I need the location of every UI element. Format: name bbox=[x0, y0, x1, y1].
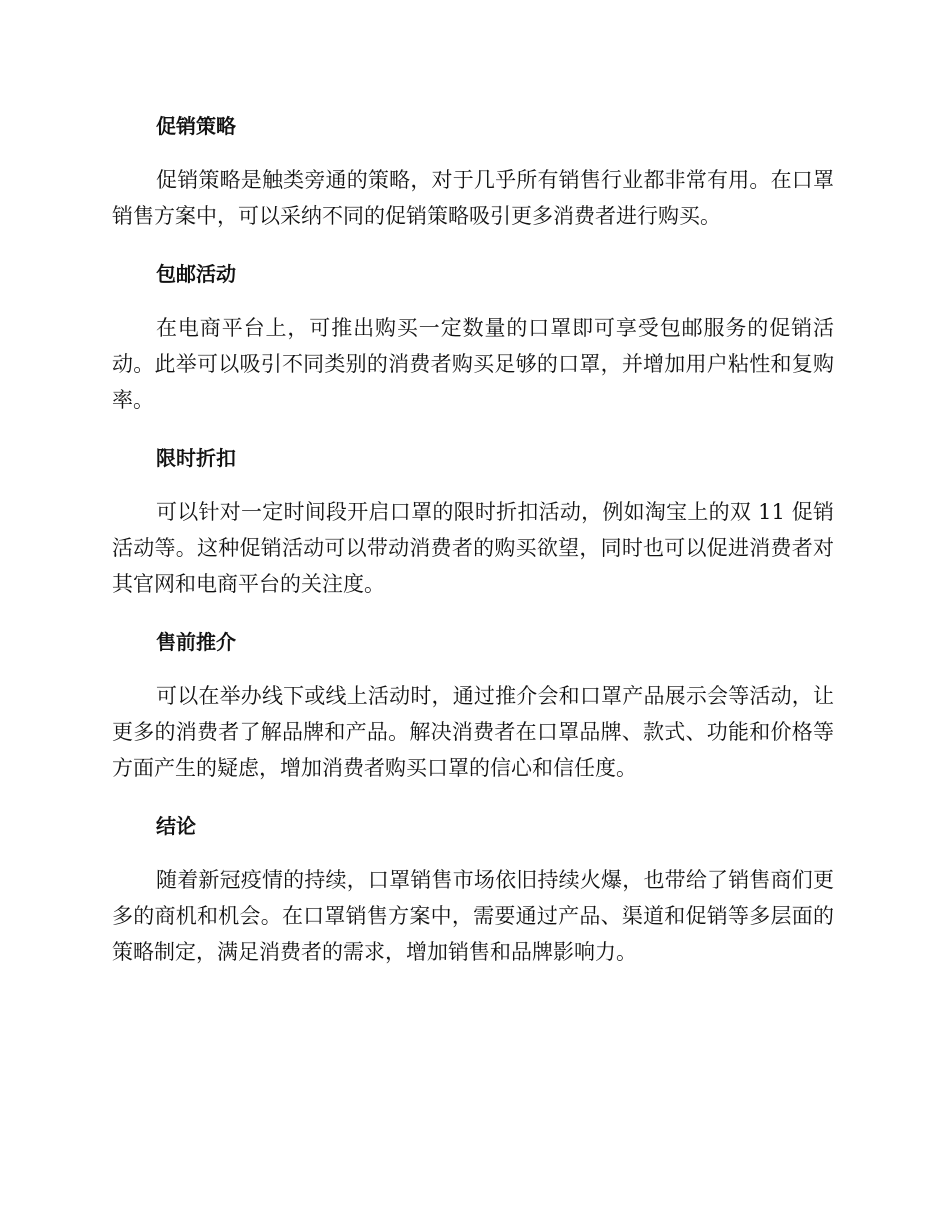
section-paragraph: 可以针对一定时间段开启口罩的限时折扣活动，例如淘宝上的双 11 促销活动等。这种促销活动可以带动消费者的购买欲望，同时也可以促进消费者对其官网和电商平台的关注度。 bbox=[112, 500, 834, 596]
section-paragraph: 在电商平台上，可推出购买一定数量的口罩即可享受包邮服务的促销活动。此举可以吸引不同类别的消费者购买足够的口罩，并增加用户粘性和复购率。 bbox=[112, 316, 834, 412]
section-paragraph: 随着新冠疫情的持续，口罩销售市场依旧持续火爆，也带给了销售商们更多的商机和机会。在口罩销售方案中，需要通过产品、渠道和促销等多层面的策略制定，满足消费者的需求，增加销售和品牌影响力。 bbox=[112, 868, 834, 964]
section-free-shipping bbox=[112, 256, 838, 418]
section-heading: 结论 bbox=[156, 814, 196, 838]
section-conclusion bbox=[112, 808, 838, 970]
section-heading: 售前推介 bbox=[156, 630, 236, 654]
section-heading: 促销策略 bbox=[156, 114, 236, 138]
section-heading: 限时折扣 bbox=[156, 446, 236, 470]
section-paragraph: 可以在举办线下或线上活动时，通过推介会和口罩产品展示会等活动，让更多的消费者了解品牌和产品。解决消费者在口罩品牌、款式、功能和价格等方面产生的疑虑，增加消费者购买口罩的信心和信任度。 bbox=[112, 684, 834, 780]
section-heading: 包邮活动 bbox=[156, 262, 236, 286]
section-limited-time-discount bbox=[112, 440, 838, 602]
section-paragraph: 促销策略是触类旁通的策略，对于几乎所有销售行业都非常有用。在口罩销售方案中，可以采纳不同的促销策略吸引更多消费者进行购买。 bbox=[112, 168, 834, 228]
section-presale-promotion bbox=[112, 624, 838, 786]
section-promotion-strategy bbox=[112, 108, 838, 234]
